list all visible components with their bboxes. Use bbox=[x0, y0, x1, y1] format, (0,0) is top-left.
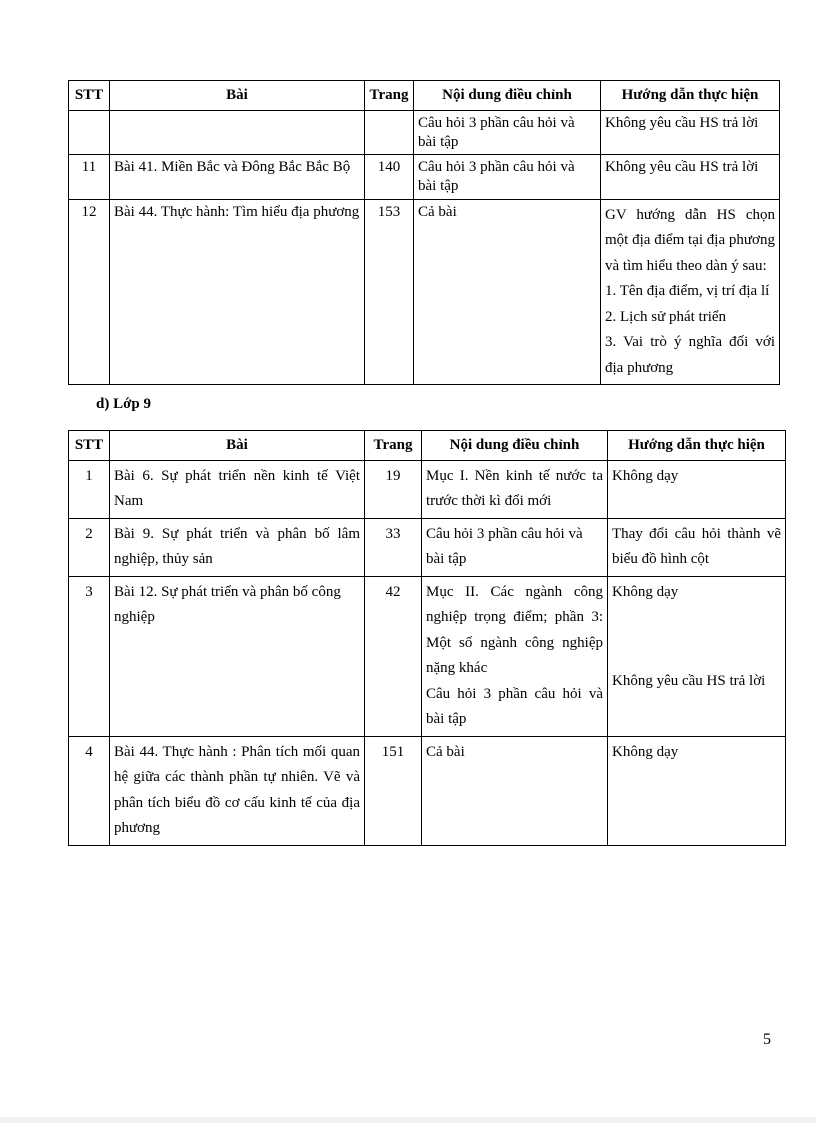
cell-stt: 3 bbox=[69, 576, 110, 736]
cell-bai: Bài 12. Sự phát triển và phân bố công nghiệp bbox=[110, 576, 365, 736]
cell-noi-dung bbox=[422, 460, 608, 518]
header-noi-dung: Nội dung điều chỉnh bbox=[422, 431, 608, 461]
cell-spacer bbox=[612, 637, 781, 653]
cell-text: Câu hỏi 3 phần câu hỏi và bài tập bbox=[426, 685, 603, 728]
cell-huong-dan bbox=[608, 518, 786, 576]
cell-huong-dan bbox=[601, 199, 780, 385]
cell-text: Mục I. Nền kinh tế nước ta trước thời kì đổi mới bbox=[426, 467, 603, 510]
cell-text: Cả bài bbox=[426, 743, 465, 760]
header-huong-dan: Hướng dẫn thực hiện bbox=[601, 81, 780, 111]
cell-bai: Bài 6. Sự phát triển nền kinh tế Việt Nam bbox=[110, 460, 365, 518]
cell-bai bbox=[110, 110, 365, 155]
cell-text: Không dạy bbox=[612, 583, 679, 600]
header-noi-dung: Nội dung điều chỉnh bbox=[414, 81, 601, 111]
header-huong-dan: Hướng dẫn thực hiện bbox=[608, 431, 786, 461]
table-row bbox=[69, 576, 786, 736]
cell-huong-dan bbox=[601, 155, 780, 200]
cell-huong-dan bbox=[608, 460, 786, 518]
cell-trang: 153 bbox=[365, 199, 414, 385]
cell-text: 3. Vai trò ý nghĩa đối với địa phương bbox=[605, 334, 775, 376]
cell-huong-dan bbox=[608, 576, 786, 736]
cell-text: Cả bài bbox=[418, 203, 457, 220]
table-row bbox=[69, 155, 780, 200]
cell-text: Mục II. Các ngành công nghiệp trọng điểm; phần 3: Một số ngành công nghiệp nặng khác bbox=[426, 583, 603, 677]
cell-trang: 42 bbox=[365, 576, 422, 736]
table-header-row bbox=[69, 81, 780, 111]
cell-trang bbox=[365, 110, 414, 155]
cell-text: 2. Lịch sử phát triển bbox=[605, 308, 727, 325]
cell-stt: 11 bbox=[69, 155, 110, 200]
table-row bbox=[69, 460, 786, 518]
cell-text: Không yêu cầu HS trả lời bbox=[605, 114, 759, 131]
cell-noi-dung bbox=[414, 199, 601, 385]
cell-stt bbox=[69, 110, 110, 155]
section-title: d) Lớp 9 bbox=[96, 396, 151, 412]
cell-text: 1. Tên địa điểm, vị trí địa lí bbox=[605, 283, 770, 300]
header-trang: Trang bbox=[365, 81, 414, 111]
cell-text: Câu hỏi 3 phần câu hỏi và bài tập bbox=[418, 159, 575, 194]
table-row bbox=[69, 736, 786, 845]
cell-text: Không dạy bbox=[612, 467, 679, 484]
adjustment-table-continued bbox=[68, 80, 780, 385]
page-number: 5 bbox=[763, 1031, 771, 1048]
header-stt: STT bbox=[69, 81, 110, 111]
cell-noi-dung bbox=[422, 736, 608, 845]
table-row bbox=[69, 199, 780, 385]
cell-noi-dung bbox=[422, 518, 608, 576]
cell-stt: 12 bbox=[69, 199, 110, 385]
header-bai: Bài bbox=[110, 431, 365, 461]
cell-text: Thay đổi câu hỏi thành vẽ biểu đồ hình cột bbox=[612, 525, 781, 568]
cell-stt: 4 bbox=[69, 736, 110, 845]
header-trang: Trang bbox=[365, 431, 422, 461]
header-stt: STT bbox=[69, 431, 110, 461]
cell-text: Không yêu cầu HS trả lời bbox=[605, 159, 759, 176]
cell-noi-dung bbox=[414, 155, 601, 200]
cell-bai: Bài 44. Thực hành: Tìm hiểu địa phương bbox=[110, 199, 365, 385]
page-bottom-edge bbox=[0, 1117, 816, 1123]
cell-text: GV hướng dẫn HS chọn một địa điểm tại địa phương và tìm hiểu theo dàn ý sau: bbox=[605, 206, 775, 274]
cell-text: Không dạy bbox=[612, 743, 679, 760]
cell-trang: 33 bbox=[365, 518, 422, 576]
cell-spacer bbox=[612, 605, 781, 621]
table-row bbox=[69, 110, 780, 155]
adjustment-table-grade-9 bbox=[68, 430, 786, 846]
cell-bai: Bài 41. Miền Bắc và Đông Bắc Bắc Bộ bbox=[110, 155, 365, 200]
cell-stt: 1 bbox=[69, 460, 110, 518]
cell-noi-dung bbox=[422, 576, 608, 736]
cell-bai: Bài 44. Thực hành : Phân tích mối quan hệ giữa các thành phần tự nhiên. Vẽ và phân tích biểu đồ cơ cấu kinh tế của địa phương bbox=[110, 736, 365, 845]
cell-noi-dung bbox=[414, 110, 601, 155]
cell-spacer bbox=[612, 653, 781, 669]
table-header-row bbox=[69, 431, 786, 461]
cell-spacer bbox=[612, 621, 781, 637]
cell-text: Không yêu cầu HS trả lời bbox=[612, 673, 766, 690]
cell-bai: Bài 9. Sự phát triển và phân bố lâm nghiệp, thủy sản bbox=[110, 518, 365, 576]
cell-trang: 151 bbox=[365, 736, 422, 845]
cell-huong-dan bbox=[608, 736, 786, 845]
cell-text: Câu hỏi 3 phần câu hỏi và bài tập bbox=[418, 114, 575, 150]
cell-trang: 19 bbox=[365, 460, 422, 518]
cell-trang: 140 bbox=[365, 155, 414, 200]
cell-stt: 2 bbox=[69, 518, 110, 576]
cell-huong-dan bbox=[601, 110, 780, 155]
header-bai: Bài bbox=[110, 81, 365, 111]
table-row bbox=[69, 518, 786, 576]
cell-text: Câu hỏi 3 phần câu hỏi và bài tập bbox=[426, 525, 583, 568]
